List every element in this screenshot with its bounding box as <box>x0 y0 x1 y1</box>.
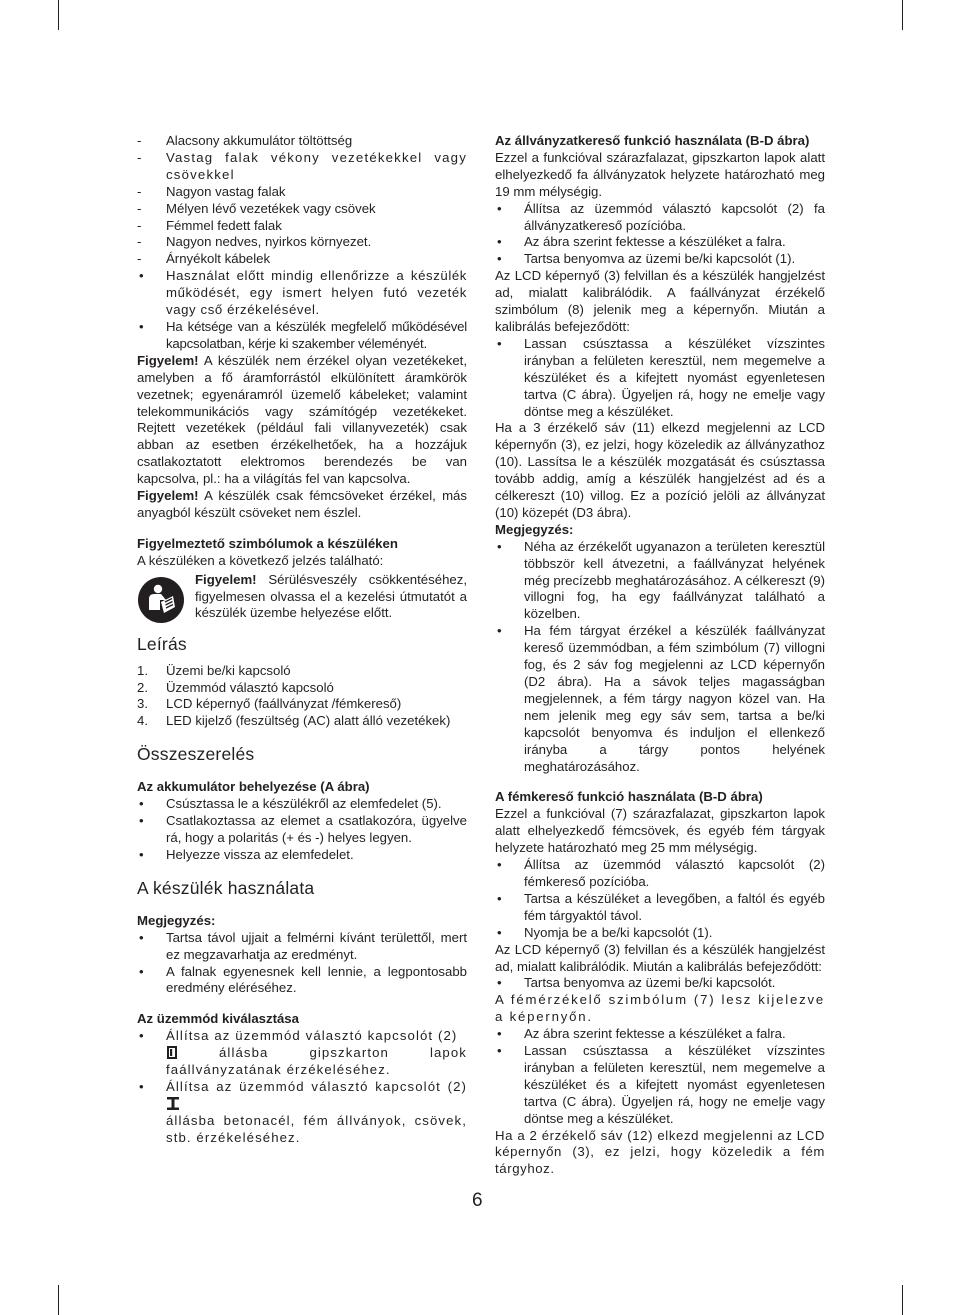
stud-mode-icon <box>166 1045 178 1060</box>
metal-bars: Ha a 2 érzékelő sáv (12) elkezd megjelenni az LCD képernyőn (3), ez jelzi, hogy közeledik a fém tárgyhoz. <box>495 1127 825 1177</box>
stud-intro: Ezzel a funkcióval szárazfalazat, gipszkarton lapok alatt elhelyezkedő fa állványzatok helyzete határozható meg 19 mm mélységig. <box>495 149 825 199</box>
stud-calibration: Az LCD képernyő (3) felvillan és a készülék hangjelzést ad, mialatt kalibrálódik. A faállványzat érzékelő szimbólum (8) jelenik meg a képernyőn. Miután a kalibrálás befejeződött: <box>495 268 825 334</box>
crop-mark-top-left <box>58 0 59 30</box>
list-item: • Néha az érzékelőt ugyanazon a területen keresztül többször kell átvezetni, a faállványzat helyének még precízebb meghatározásához. A célkereszt (9) villogni fog, ha egy faállványzat található a közelben. <box>497 538 825 622</box>
battery-heading: Az akkumulátor behelyezése (A ábra) <box>137 779 370 795</box>
warning-symbols-heading: Figyelmeztető szimbólumok a készüléken <box>137 535 398 551</box>
metal-symbol: A fémérzékelő szimbólum (7) lesz kijelezve a képernyőn. <box>495 992 825 1025</box>
list-item: • Állítsa az üzemmód választó kapcsolót (2) állásba betonacél, fém állványok, csövek, stb. érzékeléséhez. <box>139 1078 467 1145</box>
list-item: - Alacsony akkumulátor töltöttség <box>137 133 353 148</box>
list-item: - Nagyon vastag falak <box>137 183 286 199</box>
list-item: • Tartsa benyomva az üzemi be/ki kapcsolót. <box>497 975 776 991</box>
read-manual-icon <box>137 576 185 624</box>
list-item: 4. LED kijelző (feszültség (AC) alatt álló vezetékek) <box>137 713 451 729</box>
list-item: • Állítsa az üzemmód választó kapcsolót (2) állásba gipszkarton lapok faállványzatának érzékeléséhez. <box>139 1028 467 1078</box>
stud-bars: Ha a 3 érzékelő sáv (11) elkezd megjelenni az LCD képernyőn (3), ez jelzi, hogy közeledik az állványzathoz (10). Lassítsa le a készülék mozgatását és csúsztassa tovább addig, amíg a készülék hangjelzést ad és a célkereszt (10) villog. Ez a pozíció jelöli az állványzat (10) közepét (D3 ábra). <box>495 420 825 520</box>
page-number: 6 <box>472 1190 483 1211</box>
metal-intro: Ezzel a funkcióval (7) szárazfalazat, gipszkarton lapok alatt elhelyezkedő fémcsövek, és egyéb fém tárgyak helyzete határozható meg 25 mm mélységig. <box>495 806 825 856</box>
list-item: 3. LCD képernyő (faállványzat /fémkereső) <box>137 696 402 712</box>
list-item: • Lassan csúsztassa a készüléket vízszintes irányban a felületen keresztül, nem megemelve a készüléket és a kifejtett nyomást egyenletesen tartva (C ábra). Ügyeljen rá, hogy ne emelje vagy döntse meg a készüléket. <box>497 1043 825 1126</box>
list-item: - Fémmel fedett falak <box>137 217 282 233</box>
metal-mode-icon <box>166 1096 180 1111</box>
list-item: • Tartsa a készüléket a levegőben, a faltól és egyéb fém tárgyaktól távol. <box>497 890 825 923</box>
list-item: • Csatlakoztassa az elemet a csatlakozóra, ügyelve rá, hogy a polaritás (+ és -) helyes legyen. <box>139 813 467 845</box>
warning-block <box>137 572 467 634</box>
list-item: • Nyomja be a be/ki kapcsolót (1). <box>497 924 713 940</box>
metal-calibration: Az LCD képernyő (3) felvillan és a készülék hangjelzést ad, mialatt kalibrálódik. Miután a kalibrálás befejeződött: <box>495 941 825 974</box>
list-item: • Állítsa az üzemmód választó kapcsolót (2) fa állványzatkereső pozícióba. <box>497 200 825 233</box>
crop-mark-bottom-right <box>902 1285 903 1315</box>
list-item: 1. Üzemi be/ki kapcsoló <box>137 662 291 678</box>
stud-heading: Az állványzatkereső funkció használata (B-D ábra) <box>495 133 810 148</box>
list-item: • Ha fém tárgyat érzékel a készülék faállványzat kereső üzemmódban, a fém szimbólum (7) villogni fog, és 2 sáv fog megjelenni az LCD képernyőn (D2 ábra). Ha a sávok teljes magasságban megjelennek, a fém tárgy nagyon közel van. Ha nem jelenik meg egy sáv sem, tartsa a be/ki kapcsolót benyomva és induljon el ellenkező irányba a tárgy pontos helyének meghatározásához. <box>497 623 825 774</box>
attention-paragraph-2: Figyelem! A készülék csak fémcsöveket érzékel, más anyagból készült csöveket nem észlel. <box>137 488 467 520</box>
list-item: • Lassan csúsztassa a készüléket vízszintes irányban a felületen keresztül, nem megemelve a készüléket és a kifejtett nyomást egyenletesen tartva (C ábra). Ügyeljen rá, hogy ne emelje vagy döntse meg a készüléket. <box>497 335 825 419</box>
list-item: - Árnyékolt kábelek <box>137 251 271 267</box>
list-item: • Az ábra szerint fektesse a készüléket a falra. <box>497 1026 786 1042</box>
right-column <box>495 133 825 1178</box>
crop-mark-top-right <box>902 0 903 30</box>
list-item: • Helyezze vissza az elemfedelet. <box>139 846 354 862</box>
list-item: • Tartsa benyomva az üzemi be/ki kapcsolót (1). <box>497 251 796 267</box>
mode-heading: Az üzemmód kiválasztása <box>137 1011 299 1027</box>
crop-mark-bottom-left <box>58 1285 59 1315</box>
conditions-list <box>137 133 467 268</box>
list-item: • Csúsztassa le a készülékről az elemfedelet (5). <box>139 796 442 812</box>
list-item: - Vastag falak vékony vezetékekkel vagy csövekkel <box>137 149 467 182</box>
warning-text: Figyelem! Sérülésveszély csökkentéséhez, figyelmesen olvassa el a kezelési útmutatót a készülék üzembe helyezése előtt. <box>195 571 467 621</box>
assembly-heading: Összeszerelés <box>137 744 255 765</box>
list-item: - Nagyon nedves, nyirkos környezet. <box>137 234 372 250</box>
list-item: • Tartsa távol ujjait a felmérni kívánt területtől, mert ez megzavarhatja az eredményt. <box>139 929 467 962</box>
note-heading: Megjegyzés: <box>137 912 216 928</box>
list-item: • Az ábra szerint fektesse a készüléket a falra. <box>497 234 786 250</box>
left-column <box>137 133 467 1147</box>
note-heading: Megjegyzés: <box>495 521 574 537</box>
list-item: • Állítsa az üzemmód választó kapcsolót (2) fémkereső pozícióba. <box>497 857 825 889</box>
description-list <box>137 663 467 731</box>
list-item: 2. Üzemmód választó kapcsoló <box>137 679 334 695</box>
warning-symbols-intro: A készüléken a következő jelzés található: <box>137 552 384 568</box>
metal-heading: A fémkereső funkció használata (B-D ábra) <box>495 789 763 805</box>
list-item: • Használat előtt mindig ellenőrizze a készülék működését, egy ismert helyen futó vezeték vagy cső érzékelésével. <box>139 268 467 318</box>
list-item: • A falnak egyenesnek kell lennie, a legpontosabb eredmény eléréséhez. <box>139 963 467 996</box>
description-heading: Leírás <box>137 633 187 654</box>
list-item: • Ha kétsége van a készülék megfelelő működésével kapcsolatban, kérje ki szakember véleményét. <box>139 318 467 351</box>
attention-paragraph-1: Figyelem! A készülék nem érzékel olyan vezetékeket, amelyben a fő áramforrástól elkülönített áramkörök vezetnek; egyenáramról üzemelő kábeleket; valamint telekommunikációs vagy számítógép vezetékeket. Rejtett vezetékek (például fali villanyvezeték) csak abban az esetben érzékelhetőek, ha a hozzájuk csatlakoztatott elektromos berendezés be van kapcsolva, pl.: ha a világítás fel van kapcsolva. <box>137 352 467 487</box>
usage-heading: A készülék használata <box>137 877 315 898</box>
list-item: - Mélyen lévő vezetékek vagy csövek <box>137 200 376 216</box>
